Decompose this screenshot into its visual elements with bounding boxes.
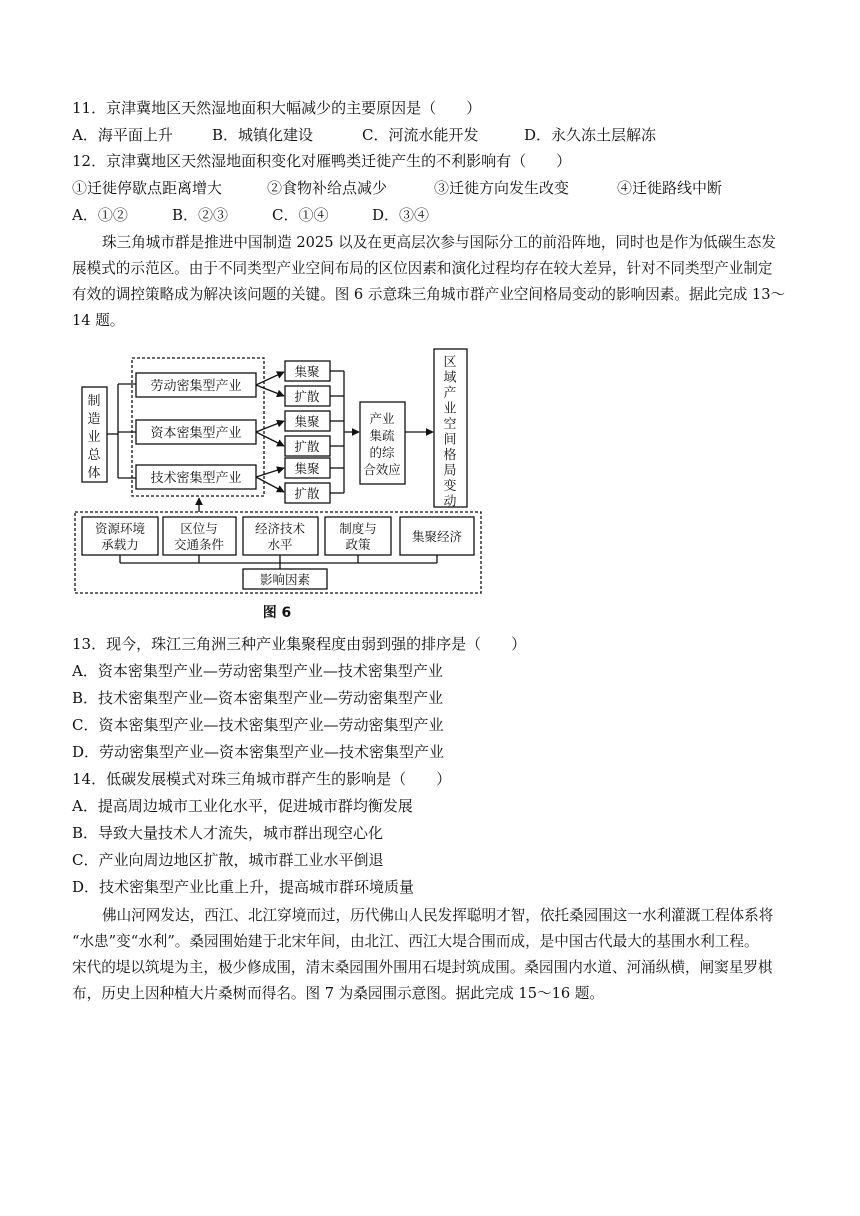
factors-label: 影响因素 bbox=[259, 572, 311, 587]
svg-text:制度与: 制度与 bbox=[339, 521, 377, 536]
result-label bbox=[443, 355, 456, 510]
question-12-options bbox=[72, 205, 472, 225]
svg-text:产业: 产业 bbox=[369, 411, 395, 426]
result-char: 空 bbox=[443, 417, 457, 432]
passage-13-14 bbox=[72, 230, 792, 334]
statement-1: ①迁徙停歇点距离增大 bbox=[72, 179, 223, 197]
svg-text:造: 造 bbox=[87, 412, 101, 427]
svg-text:的综: 的综 bbox=[369, 445, 395, 460]
result-char: 局 bbox=[443, 463, 457, 479]
agglomerate-label: 集聚 bbox=[294, 461, 320, 476]
option-b: B．城镇化建设 bbox=[212, 126, 314, 144]
question-11-stem: 11．京津冀地区天然湿地面积大幅减少的主要原因是（ ） bbox=[72, 99, 482, 117]
passage-line: 佛山河网发达，西江、北江穿境而过，历代佛山人民发挥聪明才智，依托桑园围这一水利灌溉工程体系将 bbox=[102, 907, 774, 924]
question-13-option-d: D．劳动密集型产业—资本密集型产业—技术密集型产业 bbox=[72, 743, 445, 761]
industry-label-labor: 劳动密集型产业 bbox=[150, 379, 242, 394]
question-11-options bbox=[72, 125, 772, 145]
result-char: 产 bbox=[443, 386, 457, 401]
result-char: 域 bbox=[443, 370, 457, 386]
option-b: B．②③ bbox=[172, 206, 229, 224]
question-13-stem: 13．现今，珠江三角洲三种产业集聚程度由弱到强的排序是（ ） bbox=[72, 635, 527, 653]
svg-text:承载力: 承载力 bbox=[101, 537, 139, 552]
statement-2: ②食物补给点减少 bbox=[267, 179, 388, 197]
svg-text:经济技术: 经济技术 bbox=[254, 521, 306, 536]
svg-text:制: 制 bbox=[87, 394, 101, 409]
option-c: C．①④ bbox=[272, 206, 329, 224]
diffuse-label: 扩散 bbox=[294, 439, 320, 454]
question-14-option-a: A．提高周边城市工业化水平，促进城市群均衡发展 bbox=[72, 797, 413, 815]
total-label bbox=[87, 393, 101, 481]
agglomerate-label: 集聚 bbox=[294, 364, 320, 379]
question-12-stem: 12．京津冀地区天然湿地面积变化对雁鸭类迁徙产生的不利影响有（ ） bbox=[72, 152, 572, 170]
passage-15-16 bbox=[72, 903, 792, 1007]
result-char: 格 bbox=[443, 448, 457, 463]
question-14-stem: 14．低碳发展模式对珠三角城市群产生的影响是（ ） bbox=[72, 770, 452, 788]
svg-text:集聚经济: 集聚经济 bbox=[411, 529, 463, 544]
result-char: 业 bbox=[443, 401, 457, 417]
passage-line: 布，历史上因种植大片桑树而得名。图 7 为桑园围示意图。据此完成 15～16 题。 bbox=[72, 985, 604, 1002]
passage-line: 宋代的堤以筑堤为主，极少修成围，清末桑园围外围用石堤封筑成围。桑园围内水道、河涌纵横，闸窦星罗棋 bbox=[72, 959, 773, 976]
agglomerate-label: 集聚 bbox=[294, 414, 320, 429]
factor-labels bbox=[95, 521, 463, 552]
result-char: 间 bbox=[443, 432, 457, 448]
svg-text:总: 总 bbox=[87, 448, 101, 463]
question-14-option-d: D．技术密集型产业比重上升，提高城市群环境质量 bbox=[72, 878, 415, 896]
diffuse-label: 扩散 bbox=[294, 389, 320, 404]
passage-line: “水患”变“水利”。桑园围始建于北宋年间，由北江、西江大堤合围而成，是中国古代最大的基围水利工程。 bbox=[72, 933, 759, 950]
result-char: 变 bbox=[443, 479, 457, 494]
svg-text:水平: 水平 bbox=[267, 537, 293, 552]
option-a: A．海平面上升 bbox=[72, 126, 173, 144]
statement-3: ③迁徙方向发生改变 bbox=[434, 179, 570, 197]
question-12-statements bbox=[72, 178, 792, 198]
passage-line: 14 题。 bbox=[72, 312, 125, 329]
option-d: D．永久冻土层解冻 bbox=[524, 126, 657, 144]
result-char: 区 bbox=[443, 355, 457, 370]
question-14-option-b: B．导致大量技术人才流失，城市群出现空心化 bbox=[72, 824, 384, 842]
effect-label bbox=[363, 411, 401, 477]
svg-text:政策: 政策 bbox=[345, 537, 371, 552]
diffuse-label: 扩散 bbox=[294, 486, 320, 501]
passage-line: 展模式的示范区。由于不同类型产业空间布局的区位因素和演化过程均存在较大差异，针对不同类型产业制定 bbox=[72, 260, 773, 277]
passage-line: 珠三角城市群是推进中国制造 2025 以及在更高层次参与国际分工的前沿阵地，同时也是作为低碳生态发 bbox=[102, 234, 776, 251]
svg-text:集疏: 集疏 bbox=[369, 428, 395, 443]
question-13-option-c: C．资本密集型产业—技术密集型产业—劳动密集型产业 bbox=[72, 716, 444, 734]
statement-4: ④迁徙路线中断 bbox=[617, 179, 723, 197]
question-14-option-c: C．产业向周边地区扩散，城市群工业水平倒退 bbox=[72, 851, 384, 869]
passage-line: 有效的调控策略成为解决该问题的关键。图 6 示意珠三角城市群产业空间格局变动的影响因素。据此完成 13～ bbox=[72, 286, 786, 303]
figure-caption: 图 6 bbox=[262, 605, 292, 621]
option-c: C．河流水能开发 bbox=[362, 126, 479, 144]
svg-text:业: 业 bbox=[87, 430, 101, 445]
question-13-option-a: A．资本密集型产业—劳动密集型产业—技术密集型产业 bbox=[72, 662, 443, 680]
question-13-option-b: B．技术密集型产业—资本密集型产业—劳动密集型产业 bbox=[72, 689, 444, 707]
svg-text:区位与: 区位与 bbox=[180, 521, 218, 536]
option-d: D．③④ bbox=[372, 206, 430, 224]
figure-6-diagram bbox=[72, 345, 492, 625]
svg-text:合效应: 合效应 bbox=[363, 462, 401, 477]
svg-text:资源环境: 资源环境 bbox=[94, 521, 146, 536]
svg-text:体: 体 bbox=[87, 466, 101, 481]
industry-label-capital: 资本密集型产业 bbox=[150, 426, 242, 441]
industry-label-tech: 技术密集型产业 bbox=[150, 471, 242, 486]
result-char: 动 bbox=[443, 494, 457, 510]
option-a: A．①② bbox=[72, 206, 128, 224]
svg-text:交通条件: 交通条件 bbox=[173, 537, 225, 552]
